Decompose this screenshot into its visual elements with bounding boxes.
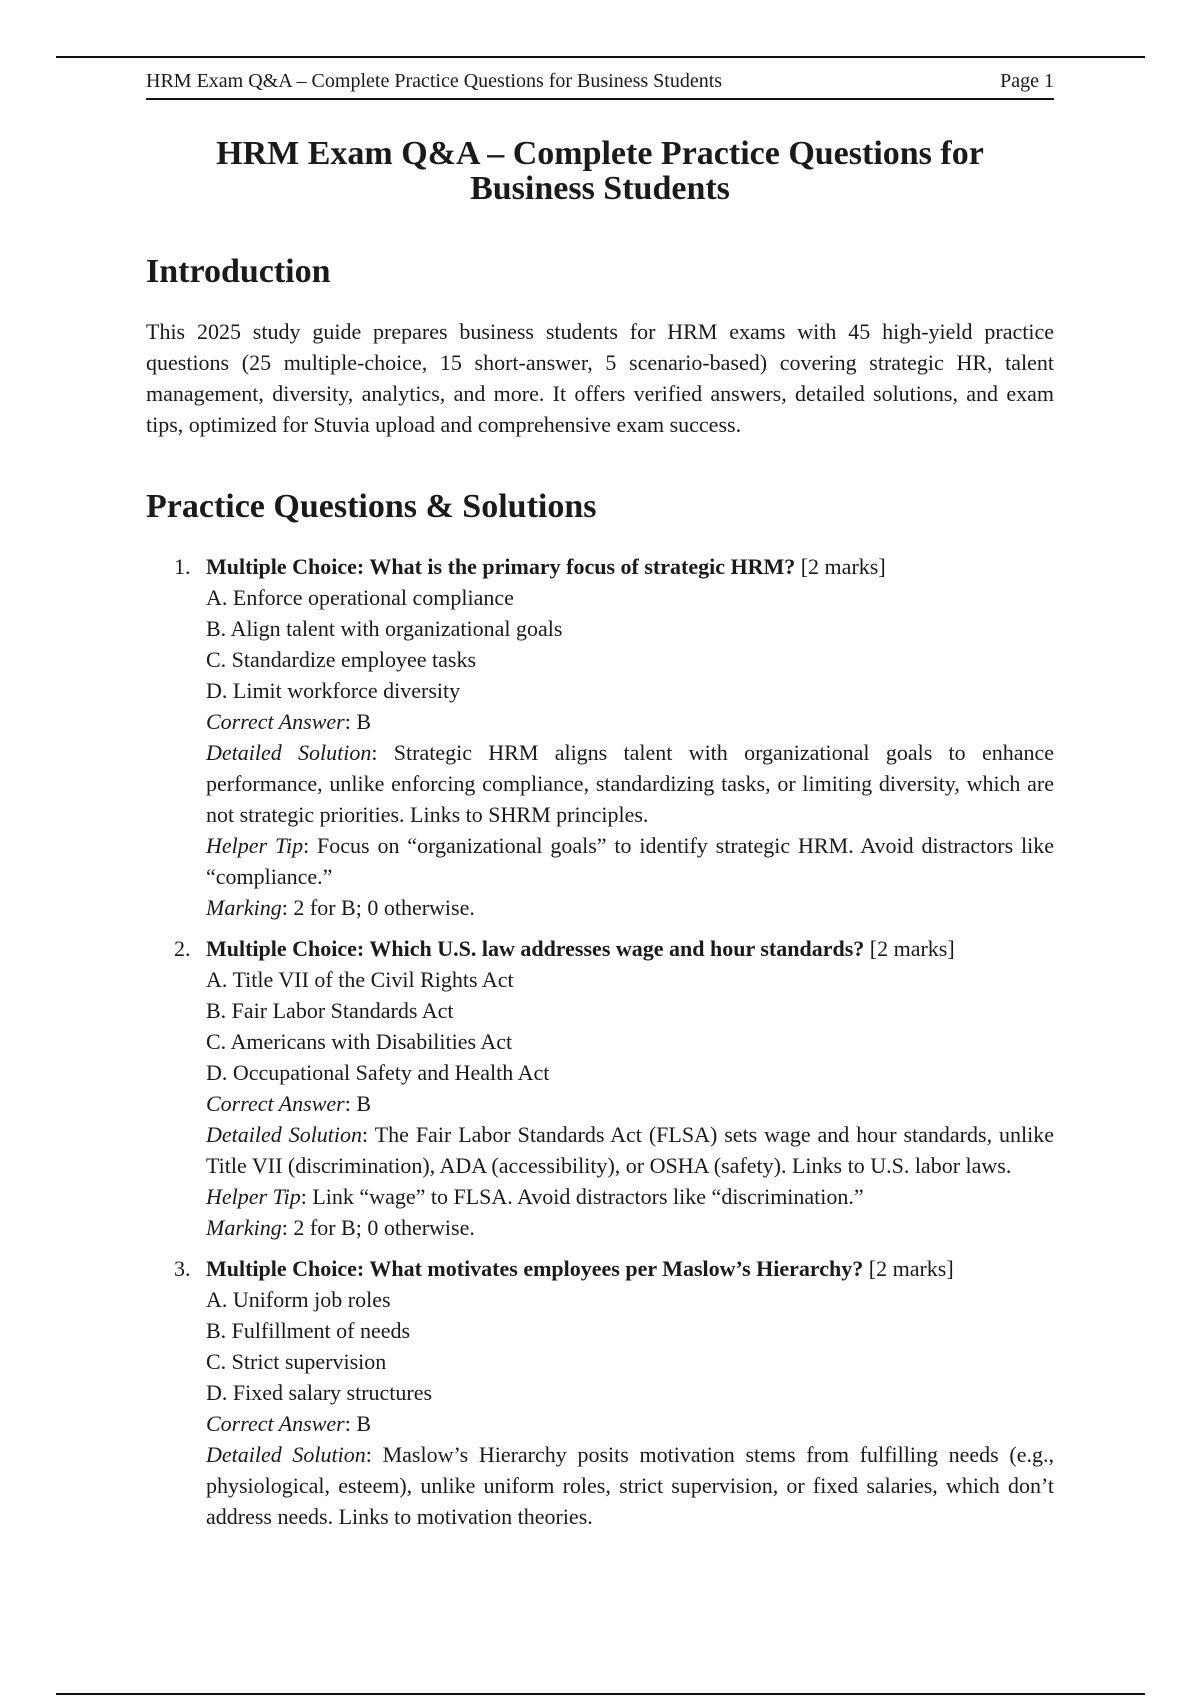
- marking-label: Marking: [206, 895, 282, 920]
- answer-option: B. Fulfillment of needs: [206, 1318, 411, 1343]
- correct-answer-label: Correct Answer: [206, 709, 345, 734]
- marking: Marking: 2 for B; 0 otherwise.: [206, 1215, 475, 1240]
- detailed-solution: Detailed Solution: Maslow’s Hierarchy posits motivation stems from fulfilling needs (e.g., physiological, esteem), unlike uniform roles, strict supervision, or fixed salaries, which don’t address needs. Links to motivation theories.: [206, 1442, 1054, 1529]
- question-item: [146, 1253, 1054, 1532]
- detailed-solution-text: Maslow’s Hierarchy posits motivation stems from fulfilling needs (e.g., physiological, esteem), unlike uniform roles, strict supervision, or fixed salaries, which don’t address needs. Links to motivation theories.: [206, 1442, 1054, 1529]
- page-number: Page 1: [1000, 70, 1054, 92]
- question-stem: Multiple Choice: What is the primary focus of strategic HRM?: [206, 554, 796, 579]
- question-item: [146, 933, 1054, 1243]
- marking-text: 2 for B; 0 otherwise.: [293, 1215, 475, 1240]
- introduction-text: This 2025 study guide prepares business students for HRM exams with 45 high-yield practice questions (25 multiple-choice, 15 short-answer, 5 scenario-based) covering strategic HR, talent management, diversity, analytics, and more. It offers verified answers, detailed solutions, and exam tips, optimized for Stuvia upload and comprehensive exam success.: [146, 319, 1054, 437]
- correct-answer-label: Correct Answer: [206, 1411, 345, 1436]
- answer-option: C. Standardize employee tasks: [206, 647, 477, 672]
- detailed-solution-text: Strategic HRM aligns talent with organizational goals to enhance performance, unlike enforcing compliance, standardizing tasks, or limiting diversity, which are not strategic priorities. Links to SHRM principles.: [206, 740, 1054, 827]
- detailed-solution-label: Detailed Solution: [206, 1442, 366, 1467]
- correct-answer: Correct Answer: B: [206, 709, 372, 734]
- correct-answer: Correct Answer: B: [206, 1091, 372, 1116]
- question-number: 3.: [174, 1256, 191, 1281]
- answer-option: B. Align talent with organizational goals: [206, 616, 563, 641]
- practice-heading: Practice Questions & Solutions: [146, 488, 597, 525]
- question-marks: [2 marks]: [800, 554, 886, 579]
- helper-tip-label: Helper Tip: [206, 833, 304, 858]
- question-stem: Multiple Choice: What motivates employees per Maslow’s Hierarchy?: [206, 1256, 864, 1281]
- running-header-title: HRM Exam Q&A – Complete Practice Questions for Business Students: [146, 70, 723, 92]
- detailed-solution: Detailed Solution: The Fair Labor Standards Act (FLSA) sets wage and hour standards, unlike Title VII (discrimination), ADA (accessibility), or OSHA (safety). Links to U.S. labor laws.: [206, 1122, 1054, 1178]
- answer-option: A. Enforce operational compliance: [206, 585, 514, 610]
- introduction-heading: Introduction: [146, 253, 331, 290]
- document-title: HRM Exam Q&A – Complete Practice Questions for Business Students: [216, 135, 984, 207]
- marking-text: 2 for B; 0 otherwise.: [293, 895, 475, 920]
- question-item: [146, 551, 1054, 923]
- correct-answer-label: Correct Answer: [206, 1091, 345, 1116]
- helper-tip-text: Link “wage” to FLSA. Avoid distractors like “discrimination.”: [312, 1184, 864, 1209]
- marking: Marking: 2 for B; 0 otherwise.: [206, 895, 475, 920]
- question-stem: Multiple Choice: Which U.S. law addresses wage and hour standards?: [206, 936, 865, 961]
- page-top-rule: [56, 56, 1145, 58]
- question-marks: [2 marks]: [868, 1256, 954, 1281]
- answer-option: C. Strict supervision: [206, 1349, 387, 1374]
- helper-tip: Helper Tip: Link “wage” to FLSA. Avoid distractors like “discrimination.”: [206, 1184, 864, 1209]
- answer-option: D. Occupational Safety and Health Act: [206, 1060, 550, 1085]
- answer-option: B. Fair Labor Standards Act: [206, 998, 454, 1023]
- answer-option: C. Americans with Disabilities Act: [206, 1029, 513, 1054]
- correct-answer-value: B: [356, 1411, 372, 1436]
- page-bottom-rule: [56, 1693, 1145, 1695]
- answer-option: A. Uniform job roles: [206, 1287, 391, 1312]
- detailed-solution-label: Detailed Solution: [206, 1122, 363, 1147]
- running-header: [146, 64, 1054, 100]
- answer-option: D. Fixed salary structures: [206, 1380, 433, 1405]
- detailed-solution: Detailed Solution: Strategic HRM aligns talent with organizational goals to enhance performance, unlike enforcing compliance, standardizing tasks, or limiting diversity, which are not strategic priorities. Links to SHRM principles.: [206, 740, 1054, 827]
- question-marks: [2 marks]: [869, 936, 955, 961]
- helper-tip: Helper Tip: Focus on “organizational goals” to identify strategic HRM. Avoid distractors like “compliance.”: [206, 833, 1054, 889]
- marking-label: Marking: [206, 1215, 282, 1240]
- question-number: 1.: [174, 554, 191, 579]
- detailed-solution-label: Detailed Solution: [206, 740, 372, 765]
- detailed-solution-text: The Fair Labor Standards Act (FLSA) sets wage and hour standards, unlike Title VII (discrimination), ADA (accessibility), or OSHA (safety). Links to U.S. labor laws.: [206, 1122, 1054, 1178]
- correct-answer-value: B: [356, 709, 372, 734]
- correct-answer-value: B: [356, 1091, 372, 1116]
- answer-option: A. Title VII of the Civil Rights Act: [206, 967, 514, 992]
- helper-tip-text: Focus on “organizational goals” to identify strategic HRM. Avoid distractors like “compliance.”: [206, 833, 1054, 889]
- answer-option: D. Limit workforce diversity: [206, 678, 461, 703]
- correct-answer: Correct Answer: B: [206, 1411, 372, 1436]
- page-content: [146, 64, 1054, 1542]
- question-list: [146, 551, 1054, 1532]
- question-number: 2.: [174, 936, 191, 961]
- helper-tip-label: Helper Tip: [206, 1184, 301, 1209]
